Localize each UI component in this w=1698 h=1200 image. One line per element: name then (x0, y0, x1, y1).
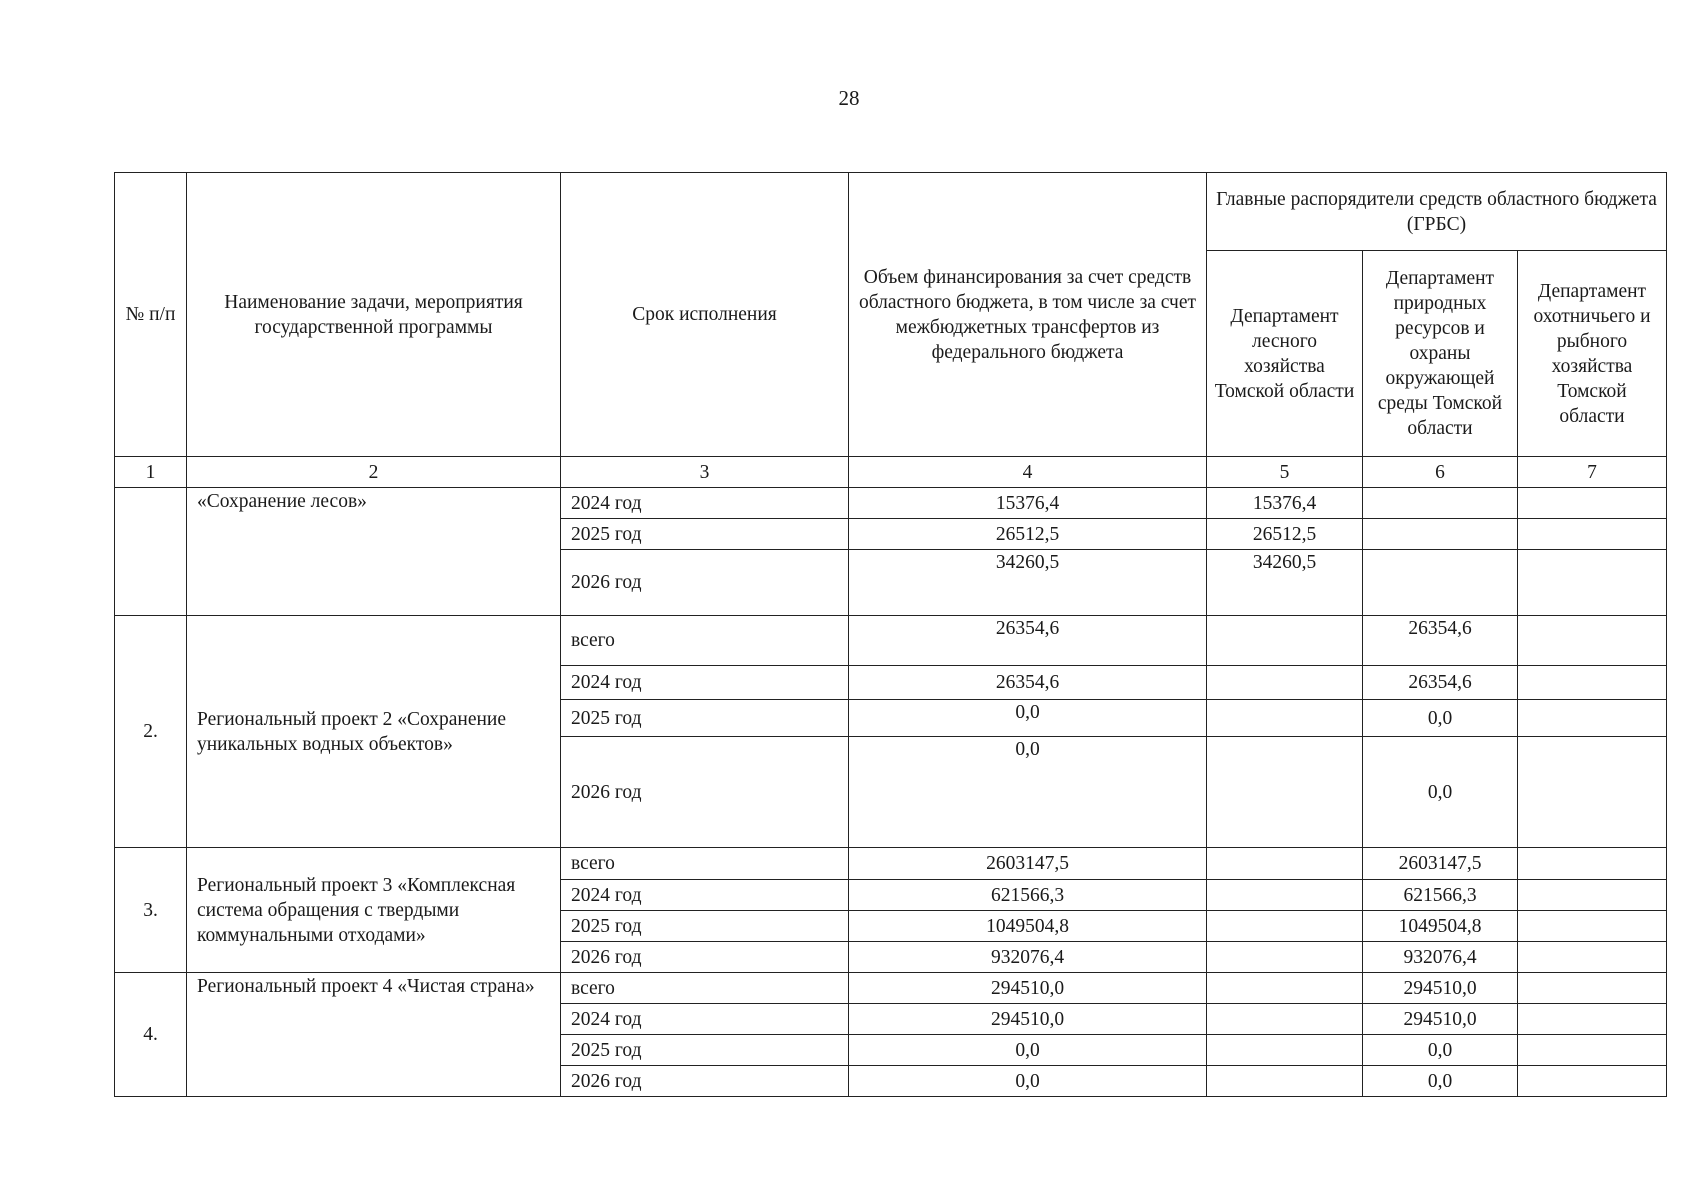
row-dept-nature-value: 932076,4 (1363, 942, 1518, 973)
row-dept-nature-value: 26354,6 (1363, 666, 1518, 700)
row-term: 2025 год (561, 1035, 849, 1066)
row-dept-nature-value: 294510,0 (1363, 973, 1518, 1004)
row-dept-hunting-value (1518, 666, 1667, 700)
row-funding: 0,0 (849, 700, 1207, 737)
row-term: 2026 год (561, 737, 849, 848)
row-term: 2024 год (561, 1004, 849, 1035)
table-row (115, 848, 1667, 880)
funding-table (114, 172, 1667, 1097)
table-row (115, 973, 1667, 1004)
row-funding: 294510,0 (849, 1004, 1207, 1035)
row-term: всего (561, 848, 849, 880)
row-dept-nature-value: 1049504,8 (1363, 911, 1518, 942)
row-dept-nature-value (1363, 519, 1518, 550)
page-number: 28 (838, 86, 860, 110)
row-dept-forest-value (1207, 942, 1363, 973)
row-dept-forest-value (1207, 737, 1363, 848)
row-dept-hunting-value (1518, 973, 1667, 1004)
row-funding: 2603147,5 (849, 848, 1207, 880)
row-dept-forest-value (1207, 1035, 1363, 1066)
header-term: Срок исполнения (561, 173, 849, 457)
row-term: 2025 год (561, 700, 849, 737)
row-funding: 0,0 (849, 1066, 1207, 1097)
row-dept-forest-value: 15376,4 (1207, 488, 1363, 519)
column-number: 7 (1518, 457, 1667, 488)
row-term: 2026 год (561, 1066, 849, 1097)
row-term: 2025 год (561, 911, 849, 942)
row-number: 3. (115, 848, 187, 973)
row-dept-forest-value: 26512,5 (1207, 519, 1363, 550)
header-dept-hunting: Департамент охотничьего и рыбного хозяйства Томской области (1518, 251, 1667, 457)
column-number-row (115, 457, 1667, 488)
row-dept-nature-value (1363, 488, 1518, 519)
row-dept-nature-value: 0,0 (1363, 1035, 1518, 1066)
row-number (115, 488, 187, 616)
header-num: № п/п (115, 173, 187, 457)
row-dept-nature-value: 0,0 (1363, 1066, 1518, 1097)
row-dept-forest-value (1207, 880, 1363, 911)
row-funding: 26354,6 (849, 616, 1207, 666)
row-funding: 26512,5 (849, 519, 1207, 550)
row-dept-forest-value (1207, 616, 1363, 666)
row-number: 2. (115, 616, 187, 848)
row-funding: 294510,0 (849, 973, 1207, 1004)
row-dept-hunting-value (1518, 848, 1667, 880)
header-grbs: Главные распорядители средств областного бюджета (ГРБС) (1207, 173, 1667, 251)
table-row (115, 616, 1667, 666)
row-funding: 34260,5 (849, 550, 1207, 616)
row-term: 2026 год (561, 550, 849, 616)
row-name: «Сохранение лесов» (187, 488, 561, 616)
row-funding: 15376,4 (849, 488, 1207, 519)
row-term: 2025 год (561, 519, 849, 550)
header-row-1 (115, 173, 1667, 251)
row-term: 2024 год (561, 666, 849, 700)
row-term: всего (561, 973, 849, 1004)
row-funding: 0,0 (849, 1035, 1207, 1066)
row-name: Региональный проект 4 «Чистая страна» (187, 973, 561, 1097)
row-funding: 1049504,8 (849, 911, 1207, 942)
column-number: 4 (849, 457, 1207, 488)
row-dept-nature-value: 0,0 (1363, 700, 1518, 737)
column-number: 2 (187, 457, 561, 488)
table-row (115, 488, 1667, 519)
row-funding: 26354,6 (849, 666, 1207, 700)
header-name: Наименование задачи, мероприятия государственной программы (187, 173, 561, 457)
row-dept-forest-value: 34260,5 (1207, 550, 1363, 616)
row-dept-forest-value (1207, 700, 1363, 737)
row-dept-forest-value (1207, 848, 1363, 880)
header-dept-nature: Департамент природных ресурсов и охраны окружающей среды Томской области (1363, 251, 1518, 457)
row-dept-hunting-value (1518, 700, 1667, 737)
row-term: 2024 год (561, 880, 849, 911)
row-dept-hunting-value (1518, 737, 1667, 848)
row-dept-hunting-value (1518, 911, 1667, 942)
row-dept-nature-value: 0,0 (1363, 737, 1518, 848)
header-dept-forest: Департамент лесного хозяйства Томской области (1207, 251, 1363, 457)
row-dept-nature-value: 294510,0 (1363, 1004, 1518, 1035)
row-dept-hunting-value (1518, 880, 1667, 911)
row-dept-hunting-value (1518, 1004, 1667, 1035)
row-name: Региональный проект 3 «Комплексная система обращения с твердыми коммунальными отходами» (187, 848, 561, 973)
column-number: 3 (561, 457, 849, 488)
row-dept-hunting-value (1518, 550, 1667, 616)
row-dept-forest-value (1207, 666, 1363, 700)
row-term: всего (561, 616, 849, 666)
row-dept-nature-value: 26354,6 (1363, 616, 1518, 666)
row-dept-hunting-value (1518, 1066, 1667, 1097)
row-term: 2026 год (561, 942, 849, 973)
row-dept-forest-value (1207, 1004, 1363, 1035)
row-dept-forest-value (1207, 911, 1363, 942)
column-number: 5 (1207, 457, 1363, 488)
row-dept-hunting-value (1518, 1035, 1667, 1066)
row-funding: 0,0 (849, 737, 1207, 848)
row-number: 4. (115, 973, 187, 1097)
row-term: 2024 год (561, 488, 849, 519)
row-dept-forest-value (1207, 973, 1363, 1004)
row-dept-nature-value (1363, 550, 1518, 616)
row-name: Региональный проект 2 «Сохранение уникальных водных объектов» (187, 616, 561, 848)
row-funding: 621566,3 (849, 880, 1207, 911)
column-number: 6 (1363, 457, 1518, 488)
row-dept-hunting-value (1518, 488, 1667, 519)
row-funding: 932076,4 (849, 942, 1207, 973)
row-dept-nature-value: 621566,3 (1363, 880, 1518, 911)
row-dept-nature-value: 2603147,5 (1363, 848, 1518, 880)
row-dept-hunting-value (1518, 942, 1667, 973)
column-number: 1 (115, 457, 187, 488)
row-dept-hunting-value (1518, 616, 1667, 666)
row-dept-hunting-value (1518, 519, 1667, 550)
header-funding: Объем финансирования за счет средств областного бюджета, в том числе за счет межбюджетных трансфертов из федерального бюджета (849, 173, 1207, 457)
row-dept-forest-value (1207, 1066, 1363, 1097)
